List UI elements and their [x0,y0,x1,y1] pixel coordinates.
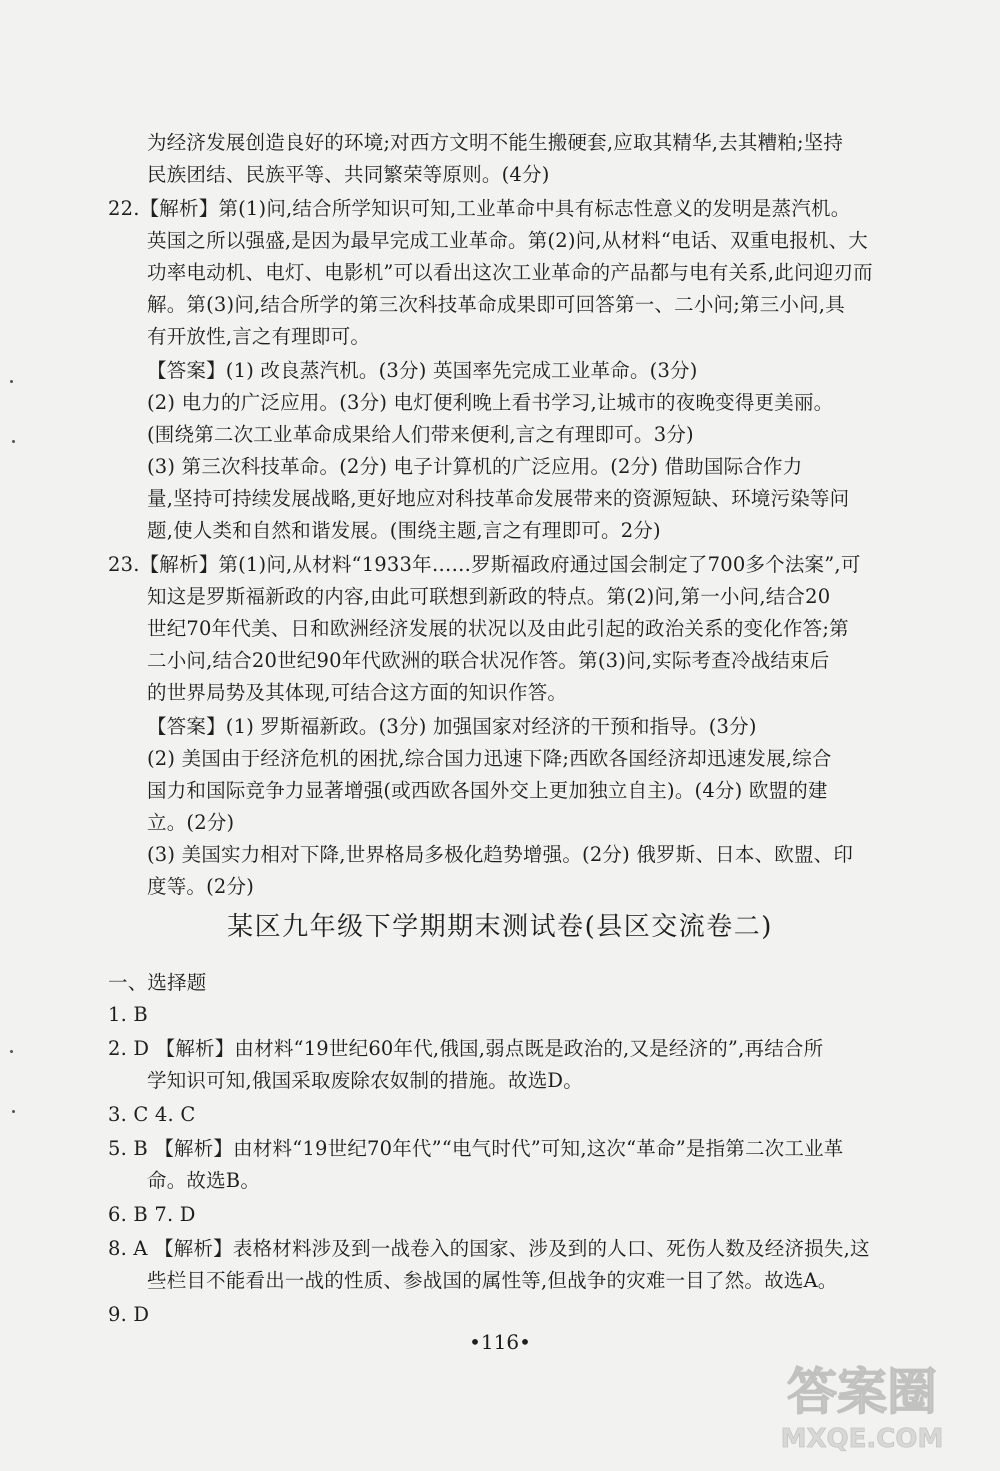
answer-item: 2. D 【解析】由材料“19世纪60年代,俄国,弱点既是政治的,又是经济的”,再结合所 [108,1037,824,1060]
scan-speck [10,1050,13,1053]
question-22-answer: 【答案】(1) 改良蒸汽机。(3分) 英国率先完成工业革命。(3分) [147,359,698,382]
text-line: (3) 美国实力相对下降,世界格局多极化趋势增强。(2分) 俄罗斯、日本、欧盟、印 [147,843,854,866]
text-line: (3) 第三次科技革命。(2分) 电子计算机的广泛应用。(2分) 借助国际合作力 [147,455,803,478]
text-line: 解。第(3)问,结合所学的第三次科技革命成果即可回答第一、二小问;第三小问,具 [147,293,845,316]
text-line: 题,使人类和自然和谐发展。(围绕主题,言之有理即可。2分) [147,519,661,542]
text-line: 国力和国际竞争力显著增强(或西欧各国外交上更加独立自主)。(4分) 欧盟的建 [147,779,828,802]
watermark-logo [742,1347,982,1457]
scan-speck [12,1110,15,1113]
text-line: 量,坚持可持续发展战略,更好地应对科技革命发展带来的资源短缺、环境污染等问 [147,487,850,510]
text-line: 学知识可知,俄国采取废除农奴制的措施。故选D。 [147,1069,583,1092]
answer-item: 8. A 【解析】表格材料涉及到一战卷入的国家、涉及到的人口、死伤人数及经济损失,这 [108,1237,870,1260]
question-22-analysis: 22.【解析】第(1)问,结合所学知识可知,工业革命中具有标志性意义的发明是蒸汽机。 [108,197,851,220]
section-heading: 一、选择题 [108,971,207,994]
text-line: (2) 美国由于经济危机的困扰,综合国力迅速下降;西欧各国经济却迅速发展,综合 [147,747,832,770]
text-line: 度等。(2分) [147,875,255,898]
answer-item: 1. B [108,1003,148,1026]
question-23-answer: 【答案】(1) 罗斯福新政。(3分) 加强国家对经济的干预和指导。(3分) [147,715,757,738]
text-line: 民族团结、民族平等、共同繁荣等原则。(4分) [147,163,550,186]
text-line: 命。故选B。 [147,1169,261,1192]
text-line: (围绕第二次工业革命成果给人们带来便利,言之有理即可。3分) [147,423,694,446]
scan-speck [10,380,13,383]
question-23-analysis: 23.【解析】第(1)问,从材料“1933年……罗斯福政府通过国会制定了700多个法案”,可 [108,553,861,576]
text-line: 英国之所以强盛,是因为最早完成工业革命。第(2)问,从材料“电话、双重电报机、大 [147,229,868,252]
text-line: 知这是罗斯福新政的内容,由此可联想到新政的特点。第(2)问,第一小问,结合20 [147,585,831,608]
text-line: 的世界局势及其体现,可结合这方面的知识作答。 [147,681,568,704]
text-line: (2) 电力的广泛应用。(3分) 电灯便利晚上看书学习,让城市的夜晚变得更美丽。 [147,391,834,414]
text-line: 功率电动机、电灯、电影机”可以看出这次工业革命的产品都与电有关系,此问迎刃而 [147,261,873,284]
section-title: 某区九年级下学期期末测试卷(县区交流卷二) [227,912,773,942]
text-line: 为经济发展创造良好的环境;对西方文明不能生搬硬套,应取其精华,去其糟粕;坚持 [147,131,844,154]
text-line: 二小问,结合20世纪90年代欧洲的联合状况作答。第(3)问,实际考查冷战结束后 [147,649,830,672]
answer-item: 6. B 7. D [108,1203,196,1226]
scan-speck [12,440,15,443]
text-line: 有开放性,言之有理即可。 [147,325,371,348]
answer-item: 5. B 【解析】由材料“19世纪70年代”“电气时代”可知,这次“革命”是指第二次工业革 [108,1137,844,1160]
svg-text:MXQE.COM: MXQE.COM [780,1424,944,1454]
page-number: •116• [469,1330,531,1354]
text-line: 立。(2分) [147,811,235,834]
text-line: 世纪70年代美、日和欧洲经济发展的状况以及由此引起的政治关系的变化作答;第 [147,617,849,640]
answer-item: 3. C 4. C [108,1103,196,1126]
svg-text:答案圈: 答案圈 [787,1363,937,1421]
text-line: 些栏目不能看出一战的性质、参战国的属性等,但战争的灾难一目了然。故选A。 [147,1269,838,1292]
answer-item: 9. D [108,1303,150,1326]
